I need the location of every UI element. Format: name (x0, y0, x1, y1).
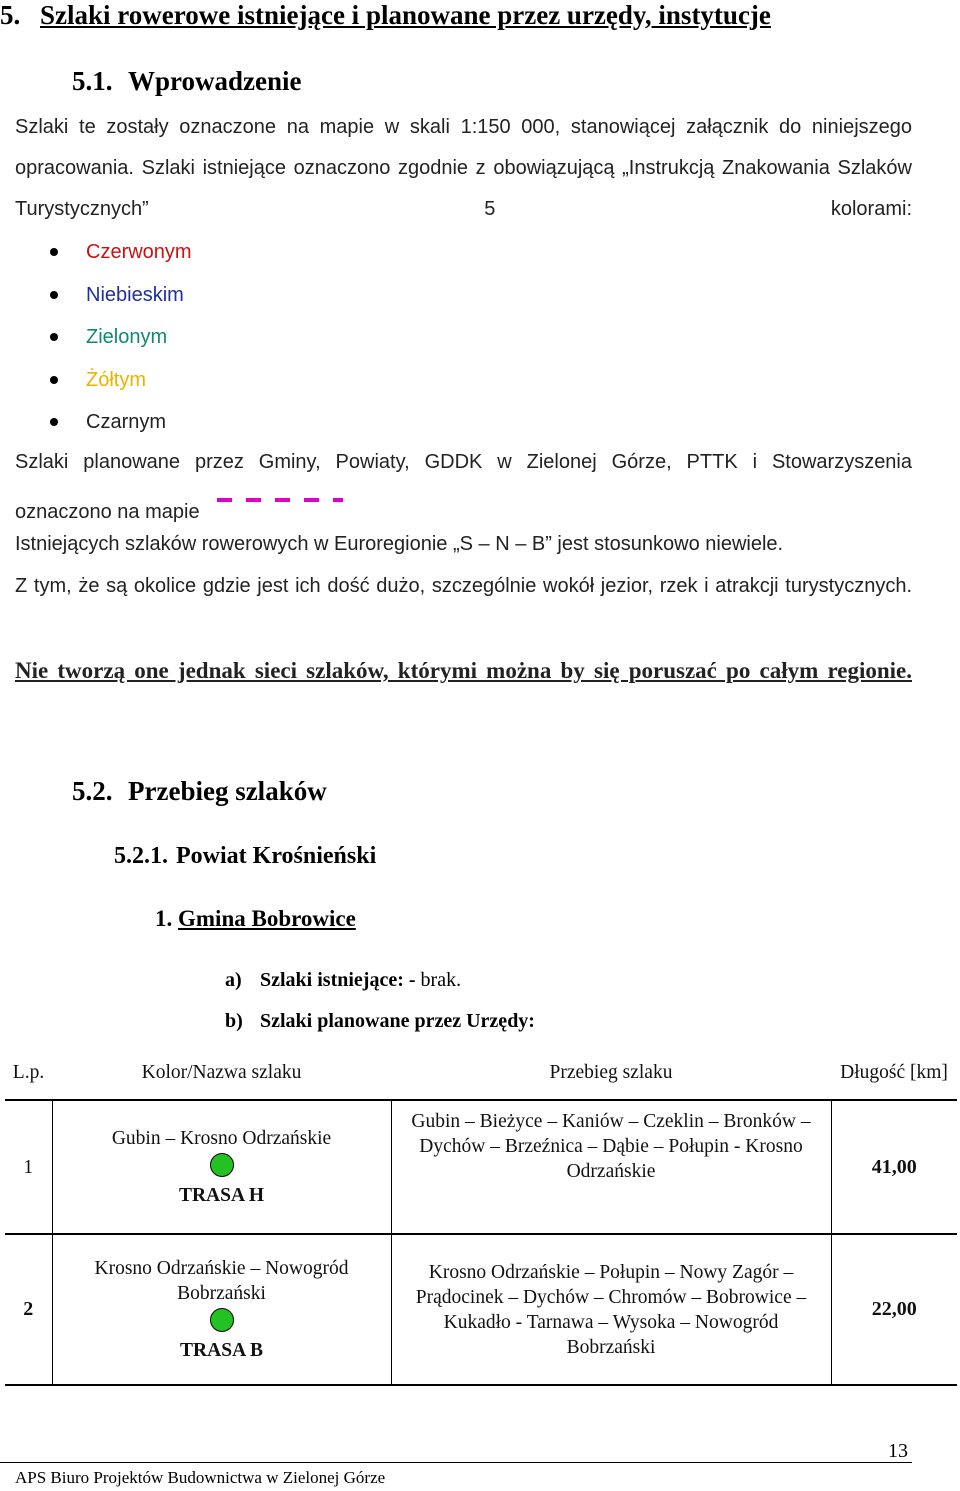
cell-route (391, 1234, 831, 1385)
intro-paragraph: Szlaki te zostały oznaczone na mapie w skali 1:150 000, stanowiącej załącznik do niniejszego opracowania. Szlaki istniejące oznaczono zgodnie z obowiązującą „Instrukcją Znakowania Szlaków Turystycznych” 5 kolorami: (15, 116, 912, 220)
bullet-icon (50, 333, 58, 341)
bullet-icon (50, 248, 58, 256)
header-length: Długość [km] (831, 1046, 957, 1100)
section-title: Szlaki rowerowe istniejące i planowane przez urzędy, instytucje (40, 0, 771, 30)
green-circle-icon (210, 1308, 234, 1332)
areas-paragraph: Z tym, że są okolice gdzie jest ich dość dużo, szczególnie wokół jezior, rzek i atrakcji turystycznych. (15, 575, 912, 597)
color-label-yellow: Żółtym (86, 368, 146, 391)
trail-name: Gubin – Krosno Odrzańskie (111, 1128, 332, 1149)
cell-lp: 2 (5, 1234, 52, 1385)
emphasis-paragraph: Nie tworzą one jednak sieci szlaków, którymi można by się poruszać po całym regionie. (15, 658, 912, 683)
dashed-line-icon (215, 496, 345, 510)
existing-text: Szlaki istniejące: - (260, 969, 416, 991)
powiat-title: Powiat Krośnieński (176, 843, 377, 869)
planned-label: b) (225, 1010, 243, 1032)
route-text: Gubin – Bieżyce – Kaniów – Czeklin – Bronków – Dychów – Brzeźnica – Dąbie – Połupin - Krosno Odrzańskie (411, 1111, 811, 1182)
color-label-black: Czarnym (86, 411, 167, 433)
existing-label: a) (225, 969, 242, 991)
planned-paragraph: Szlaki planowane przez Gminy, Powiaty, GDDK w Zielonej Górze, PTTK i Stowarzyszenia (15, 451, 912, 473)
route-text: Krosno Odrzańskie – Połupin – Nowy Zagór – Prądocinek – Dychów – Chromów – Bobrowice – Kukadło - Tarnawa – Wysoka – Nowogród Bobrzański (415, 1261, 807, 1358)
intro-number: 5.1. (72, 66, 113, 96)
color-list-item (50, 231, 192, 274)
color-label-blue: Niebieskim (86, 283, 184, 306)
trail-label: TRASA B (180, 1340, 263, 1361)
course-title: Przebieg szlaków (128, 776, 327, 806)
powiat-number: 5.2.1. (114, 843, 168, 869)
cell-lp: 1 (5, 1100, 52, 1234)
intro-heading (72, 66, 302, 97)
trail-label: TRASA H (178, 1185, 265, 1206)
table-header-row (5, 1046, 957, 1100)
gmina-title: Gmina Bobrowice (178, 906, 356, 931)
planned-paragraph-tail: oznaczono na mapie (15, 501, 200, 523)
cell-name (52, 1100, 391, 1234)
header-route: Przebieg szlaku (391, 1046, 831, 1100)
planned-text: Szlaki planowane przez Urzędy: (260, 1010, 535, 1032)
color-label-red: Czerwonym (86, 241, 192, 263)
table-row (5, 1100, 957, 1234)
color-list-item (50, 359, 192, 402)
cell-name (52, 1234, 391, 1385)
header-lp: L.p. (5, 1046, 52, 1100)
footer-divider (0, 1462, 912, 1463)
footer-text: APS Biuro Projektów Budownictwa w Zielonej Górze (15, 1468, 386, 1487)
existing-trails-line (225, 969, 461, 992)
course-heading (72, 776, 327, 807)
color-list-item (50, 316, 192, 359)
gmina-number: 1. (155, 906, 173, 931)
course-number: 5.2. (72, 776, 113, 806)
bullet-icon (50, 291, 58, 299)
bullet-icon (50, 376, 58, 384)
color-list (50, 231, 192, 444)
color-list-item (50, 401, 192, 444)
section-number: 5. (0, 0, 21, 30)
existing-value: brak. (420, 969, 462, 991)
header-name: Kolor/Nazwa szlaku (52, 1046, 391, 1100)
color-label-green: Zielonym (86, 326, 168, 348)
trail-name: Krosno Odrzańskie – Nowogród Bobrzański (94, 1258, 349, 1304)
cell-length: 41,00 (831, 1100, 957, 1234)
existing-paragraph: Istniejących szlaków rowerowych w Euroregionie „S – N – B” jest stosunkowo niewiele. (15, 533, 784, 555)
intro-title: Wprowadzenie (128, 66, 302, 96)
green-circle-icon (210, 1153, 234, 1177)
cell-route (391, 1100, 831, 1234)
powiat-heading (114, 843, 376, 870)
page-number: 13 (888, 1440, 908, 1462)
section-heading (0, 0, 771, 31)
gmina-heading (155, 906, 356, 932)
planned-trails-line (225, 1010, 535, 1033)
table-row (5, 1234, 957, 1385)
color-list-item (50, 274, 192, 317)
bullet-icon (50, 418, 58, 426)
cell-length: 22,00 (831, 1234, 957, 1385)
trails-table (5, 1046, 957, 1386)
